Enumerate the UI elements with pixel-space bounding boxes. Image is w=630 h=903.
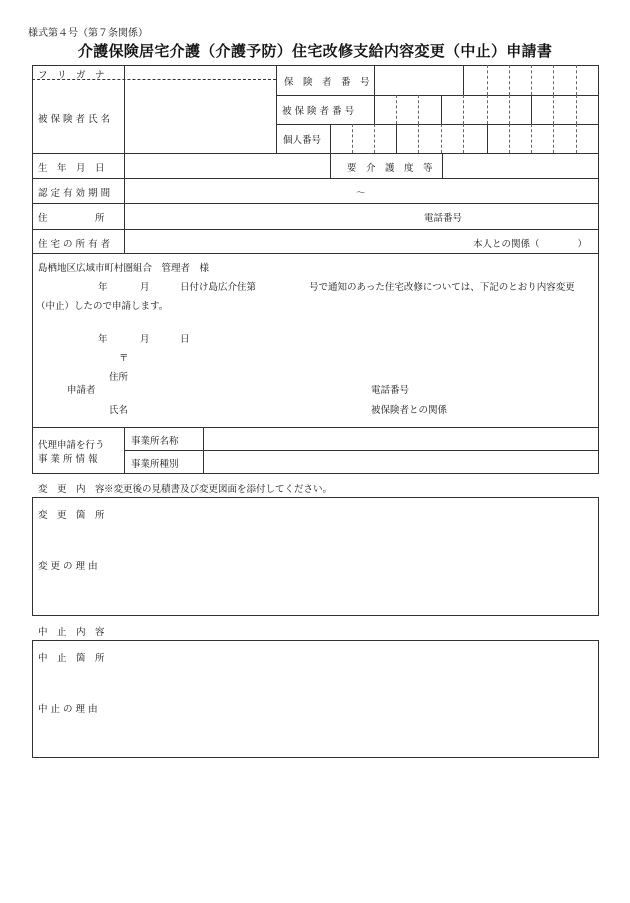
date-day: 日: [180, 334, 190, 345]
applicant-name-label: 氏名: [109, 405, 129, 416]
cancel-box: [32, 640, 599, 758]
col-divider: [374, 65, 375, 124]
relationship-label: 本人との関係（ ）: [473, 239, 588, 250]
personal-number-label: 個人番号: [283, 135, 322, 146]
row-divider: [32, 178, 599, 179]
applicant-label: 申請者: [67, 385, 96, 396]
row-divider: [32, 153, 599, 154]
care-level-label: 要 介 護 度 等: [347, 163, 433, 174]
col-divider: [330, 153, 331, 178]
phone-label: 電話番号: [424, 213, 463, 224]
applicant-table: [32, 65, 599, 254]
owner-label: 住 宅 の 所 有 者: [38, 239, 111, 250]
digit-divider: [418, 95, 419, 124]
change-reason-label: 変 更 の 理 由: [38, 561, 98, 572]
notice-text-cont: （中止）したので申請します。: [36, 301, 169, 312]
digit-divider: [531, 65, 532, 95]
change-box: [32, 497, 599, 616]
col-divider: [276, 65, 277, 153]
digit-divider: [576, 95, 577, 124]
address-label: 住 所: [38, 213, 105, 224]
col-divider: [203, 427, 204, 474]
digit-divider: [463, 95, 464, 124]
digit-divider: [531, 95, 532, 124]
notice-year: 年: [98, 282, 108, 293]
digit-divider: [553, 95, 554, 124]
addressee: 島栖地区広域市町村圏組合 管理者 様: [38, 263, 210, 274]
digit-divider: [396, 95, 397, 124]
digit-divider: [418, 124, 419, 153]
insurer-number-label: 保 険 者 番 号: [284, 77, 370, 88]
digit-divider: [441, 124, 442, 153]
agent-office-label-2: 事 業 所 情 報: [38, 454, 98, 465]
office-type-label: 事業所種別: [131, 459, 179, 470]
date-month: 月: [140, 334, 150, 345]
postal-mark: 〒: [119, 353, 129, 364]
page-title: 介護保険居宅介護（介護予防）住宅改修支給内容変更（中止）申請書: [77, 42, 553, 60]
cancel-reason-label: 中 止 の 理 由: [38, 704, 98, 715]
digit-divider: [463, 124, 464, 153]
col-divider: [330, 124, 331, 153]
digit-divider: [441, 95, 442, 124]
digit-divider: [374, 124, 375, 153]
row-divider: [276, 95, 599, 96]
applicant-relationship-label: 被保険者との関係: [371, 405, 448, 416]
form-number: 様式第４号（第７条関係）: [28, 28, 148, 39]
notice-text: 号で通知のあった住宅改修については、下記のとおり内容変更: [309, 282, 575, 293]
cancel-header: 中 止 内 容: [38, 627, 105, 638]
insured-name-label: 被 保 険 者 氏 名: [38, 114, 111, 125]
row-divider: [32, 229, 599, 230]
row-divider: [124, 450, 599, 451]
digit-divider: [352, 124, 353, 153]
birth-date-label: 生 年 月 日: [38, 163, 105, 174]
digit-divider: [509, 95, 510, 124]
change-location-label: 変 更 箇 所: [38, 510, 105, 521]
col-divider: [124, 65, 125, 254]
col-divider: [124, 427, 125, 474]
applicant-phone-label: 電話番号: [371, 385, 410, 396]
digit-divider: [396, 124, 397, 153]
date-year: 年: [98, 334, 108, 345]
digit-divider: [509, 124, 510, 153]
change-note: ※変更後の見積書及び変更図面を添付してください。: [104, 484, 333, 495]
insured-number-label: 被 保 険 者 番 号: [282, 106, 355, 117]
furigana-label: フ リ ガ ナ: [38, 70, 105, 81]
row-divider: [276, 124, 599, 125]
digit-divider: [487, 124, 488, 153]
digit-divider: [553, 124, 554, 153]
digit-divider: [576, 124, 577, 153]
notice-date-ref: 日付け島広介住第: [180, 282, 257, 293]
valid-period-label: 認 定 有 効 期 間: [38, 188, 111, 199]
applicant-address-label: 住所: [109, 372, 129, 383]
digit-divider: [487, 95, 488, 124]
digit-divider: [553, 65, 554, 95]
col-divider: [442, 153, 443, 178]
row-divider: [32, 203, 599, 204]
agent-office-label-1: 代理申請を行う: [38, 440, 105, 451]
notice-month: 月: [140, 282, 150, 293]
cancel-location-label: 中 止 箇 所: [38, 653, 105, 664]
digit-divider: [531, 124, 532, 153]
valid-period-tilde: ～: [356, 188, 366, 199]
digit-divider: [576, 65, 577, 95]
digit-divider: [509, 65, 510, 95]
office-name-label: 事業所名称: [131, 436, 179, 447]
change-header: 変 更 内 容: [38, 484, 105, 495]
digit-divider: [487, 65, 488, 95]
digit-divider: [463, 65, 464, 95]
